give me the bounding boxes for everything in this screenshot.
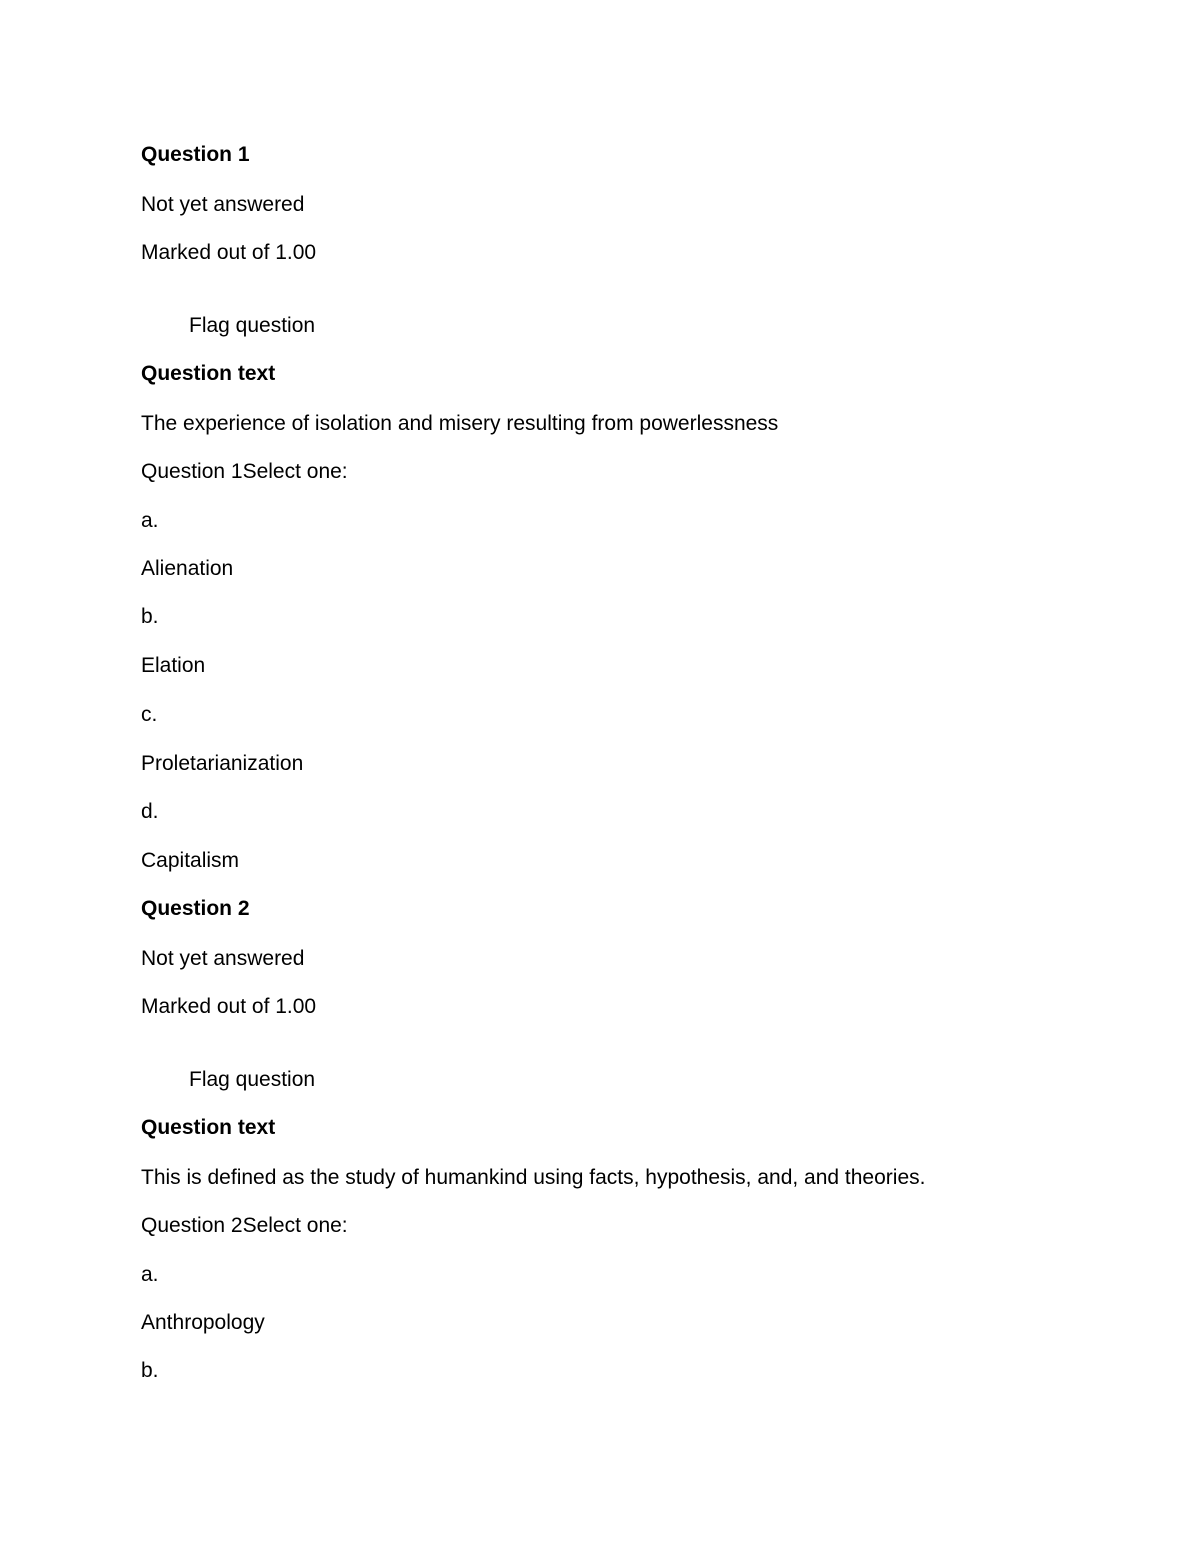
question-1-state: Not yet answered — [141, 193, 305, 216]
question-1-option-b-letter[interactable]: b. — [141, 605, 159, 628]
question-2-option-a-letter[interactable]: a. — [141, 1263, 159, 1286]
question-1-text-heading: Question text — [141, 362, 276, 385]
question-1-text: The experience of isolation and misery resulting from powerlessness — [141, 412, 779, 435]
question-2-state: Not yet answered — [141, 947, 305, 970]
question-1-option-a-label[interactable]: Alienation — [141, 557, 234, 580]
question-2-marks: Marked out of 1.00 — [141, 995, 317, 1018]
question-1-marks: Marked out of 1.00 — [141, 241, 317, 264]
question-1-option-c-label[interactable]: Proletarianization — [141, 752, 304, 775]
question-2-option-b-letter[interactable]: b. — [141, 1359, 159, 1382]
question-2-text-heading: Question text — [141, 1116, 276, 1139]
question-1-prompt: Question 1Select one: — [141, 460, 348, 483]
question-2-option-a-label[interactable]: Anthropology — [141, 1311, 265, 1334]
question-2-flag[interactable]: Flag question — [189, 1068, 316, 1091]
question-1-heading: Question 1 — [141, 143, 250, 166]
question-1-option-c-letter[interactable]: c. — [141, 703, 158, 726]
question-1-option-d-letter[interactable]: d. — [141, 800, 159, 823]
question-1-option-b-label[interactable]: Elation — [141, 654, 206, 677]
question-1-option-a-letter[interactable]: a. — [141, 509, 159, 532]
question-2-prompt: Question 2Select one: — [141, 1214, 348, 1237]
question-1-flag[interactable]: Flag question — [189, 314, 316, 337]
question-2-text: This is defined as the study of humankind using facts, hypothesis, and, and theories. — [141, 1166, 926, 1189]
question-1-option-d-label[interactable]: Capitalism — [141, 849, 240, 872]
question-2-heading: Question 2 — [141, 897, 250, 920]
